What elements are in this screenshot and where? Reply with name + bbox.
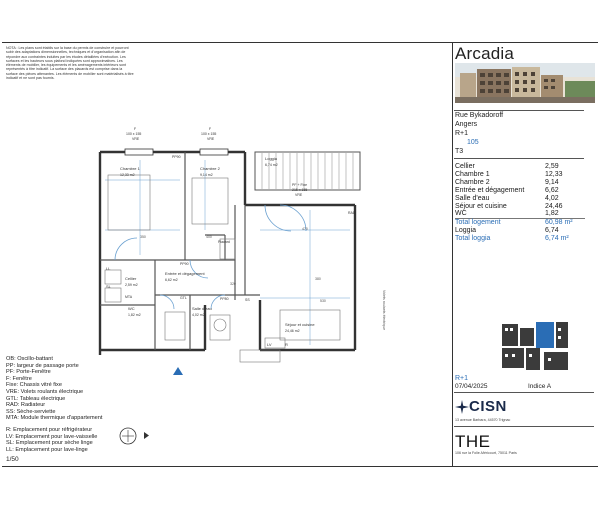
- key-plan-map: [500, 318, 570, 376]
- label-lv: LV: [267, 342, 272, 347]
- label-chambre1: Chambre 1: [120, 166, 140, 171]
- building-render-image: [455, 63, 595, 103]
- label-sejour: Séjour et cuisine: [285, 322, 315, 327]
- legend-item: VRE: Volets roulants électrique: [6, 388, 84, 395]
- area-sejour: 24,46 m2: [285, 329, 300, 333]
- project-name: Arcadia: [455, 44, 515, 63]
- area-entree: 6,62 m2: [165, 278, 178, 282]
- table-row: WC 1,82: [455, 210, 559, 218]
- city: Angers: [455, 121, 478, 128]
- label-placard: Placard: [218, 240, 230, 244]
- divider: [454, 426, 594, 427]
- legend-item: PP: largeur de passage porte: [6, 362, 79, 369]
- label-pf-dim: 215 x 155: [292, 188, 308, 192]
- label-chambre2: Chambre 2: [200, 166, 220, 171]
- total-loggia-row: Total loggia 6,74 m²: [455, 235, 569, 243]
- legend-item: OB: Oscillo-battant: [6, 356, 53, 362]
- label-f2-vre: VRE: [207, 137, 215, 141]
- legend-item: PF: Porte-Fenêtre: [6, 369, 51, 376]
- legend-item: MTA: Module thermique d'appartement: [6, 415, 103, 422]
- label-f1: F: [134, 127, 137, 131]
- label-pf-vre: VRE: [295, 193, 303, 197]
- plan-date: 07/04/2025: [455, 383, 488, 390]
- company-name: CISN: [469, 398, 507, 415]
- label-f2-dim: 100 x 155: [201, 132, 217, 136]
- legend-item: RAD: Radiateur: [6, 402, 46, 409]
- label-gtl: GTL: [180, 296, 187, 300]
- label-rad: RAD: [348, 211, 356, 215]
- cisn-logo: [455, 398, 507, 415]
- table-row: Séjour et cuisine 24,46: [455, 202, 563, 210]
- label-loggia: Loggia: [265, 156, 278, 161]
- label-ss: SS: [245, 298, 250, 302]
- cisn-star-icon: [455, 400, 469, 414]
- label-sde: Salle d'eau: [192, 306, 212, 311]
- dim-2: 400: [206, 235, 212, 239]
- table-row: Salle d'eau 4,02: [455, 194, 559, 202]
- dim-5: 320: [230, 282, 236, 286]
- dim-4: 380: [315, 277, 321, 281]
- label-wc: WC: [128, 306, 135, 311]
- legend-item: Fixe: Chassis vitré fixe: [6, 382, 62, 389]
- legend-item: F: Fenêtre: [6, 375, 32, 382]
- label-mta: MTA: [125, 295, 133, 299]
- legend-item: LL: Emplacement pour lave-linge: [6, 446, 88, 453]
- label-entree: Entrée et dégagement: [165, 271, 205, 276]
- loggia-row: Loggia 6,74: [455, 227, 559, 235]
- label-ll: LL: [106, 266, 111, 271]
- architect-name: THE: [455, 432, 491, 451]
- legend-item: SS: Sèche-serviette: [6, 408, 56, 415]
- total-logement-row: Total logement 60,98 m²: [455, 218, 585, 227]
- label-sl: SL: [106, 284, 111, 289]
- legend-item: SL: Emplacement pour sèche linge: [6, 440, 93, 447]
- side-note: Volets roulants électrique: [382, 290, 386, 331]
- label-pf: PF + Fixe: [292, 183, 308, 187]
- plan-revision: Indice A: [528, 383, 552, 390]
- lot-number: 105: [467, 139, 479, 146]
- label-f1-vre: VRE: [132, 137, 140, 141]
- table-row: Cellier 2,59: [455, 163, 559, 170]
- dim-3: 470: [302, 227, 308, 231]
- area-chambre2: 9,14 m2: [200, 173, 213, 177]
- area-chambre1: 12,33 m2: [120, 173, 135, 177]
- apartment-type: T3: [455, 148, 464, 155]
- label-f2: F: [209, 127, 212, 131]
- legend-item: LV: Emplacement pour lave-vaisselle: [6, 433, 98, 440]
- north-arrow-icon: [118, 426, 158, 446]
- street-address: Rue Bykadoroff: [455, 112, 504, 119]
- dim-1: 350: [140, 235, 146, 239]
- divider: [454, 110, 584, 111]
- plan-disclaimer: NOTA : Les plans sont établis sur la base du permis de construire et pourront subir des adaptations dimensionnelles, techniques et d'organisation afin de répondre aux contraintes induites par les études détaillées d'exécution. Les surfaces et les hauteurs sous plafond indiquées sont approximatives. Les éléments de mobilier, les équipements et les aménagements intérieurs sont représentés à titre indicatif. La surface des placards est comprise dans la surface des pièces attenantes. Les éléments de mobilier sont matérialisés à titre indicatif et ne sont pas fournis.: [6, 46, 134, 81]
- level: R+1: [455, 130, 469, 137]
- table-row: Chambre 1 12,33: [455, 170, 563, 178]
- drawing-scale: 1/50: [6, 456, 19, 463]
- architect-address: 106 rue la Folie-Méricourt, 75011 Paris: [455, 451, 517, 455]
- legend-item: GTL: Tableau électrique: [6, 395, 66, 402]
- footer-level: R+1: [455, 375, 469, 382]
- label-cellier: Cellier: [125, 276, 137, 281]
- area-cellier: 2,59 m2: [125, 283, 138, 287]
- label-r: R: [285, 342, 288, 347]
- table-row: Chambre 2 9,14: [455, 178, 559, 186]
- area-loggia: 6,74 m2: [265, 163, 278, 167]
- surface-table: [455, 163, 585, 243]
- company-address: 13 avenue Barbara, 44570 Trignac: [455, 418, 511, 422]
- divider: [454, 158, 584, 159]
- area-sde: 4,02 m2: [192, 313, 205, 317]
- dim-6: 530: [320, 299, 326, 303]
- floor-plan: [80, 120, 400, 390]
- label-pp2: PP90: [180, 262, 189, 266]
- table-row: Entrée et dégagement 6,62: [455, 186, 559, 194]
- footer-divider: [2, 466, 598, 467]
- label-pp3: PP80: [220, 297, 229, 301]
- label-f1-dim: 100 x 155: [126, 132, 142, 136]
- divider: [454, 392, 594, 393]
- legend-abbreviations: [6, 356, 102, 453]
- legend-item: R: Emplacement pour réfrigérateur: [6, 426, 93, 433]
- label-pp1: PP90: [172, 155, 181, 159]
- area-wc: 1,82 m2: [128, 313, 141, 317]
